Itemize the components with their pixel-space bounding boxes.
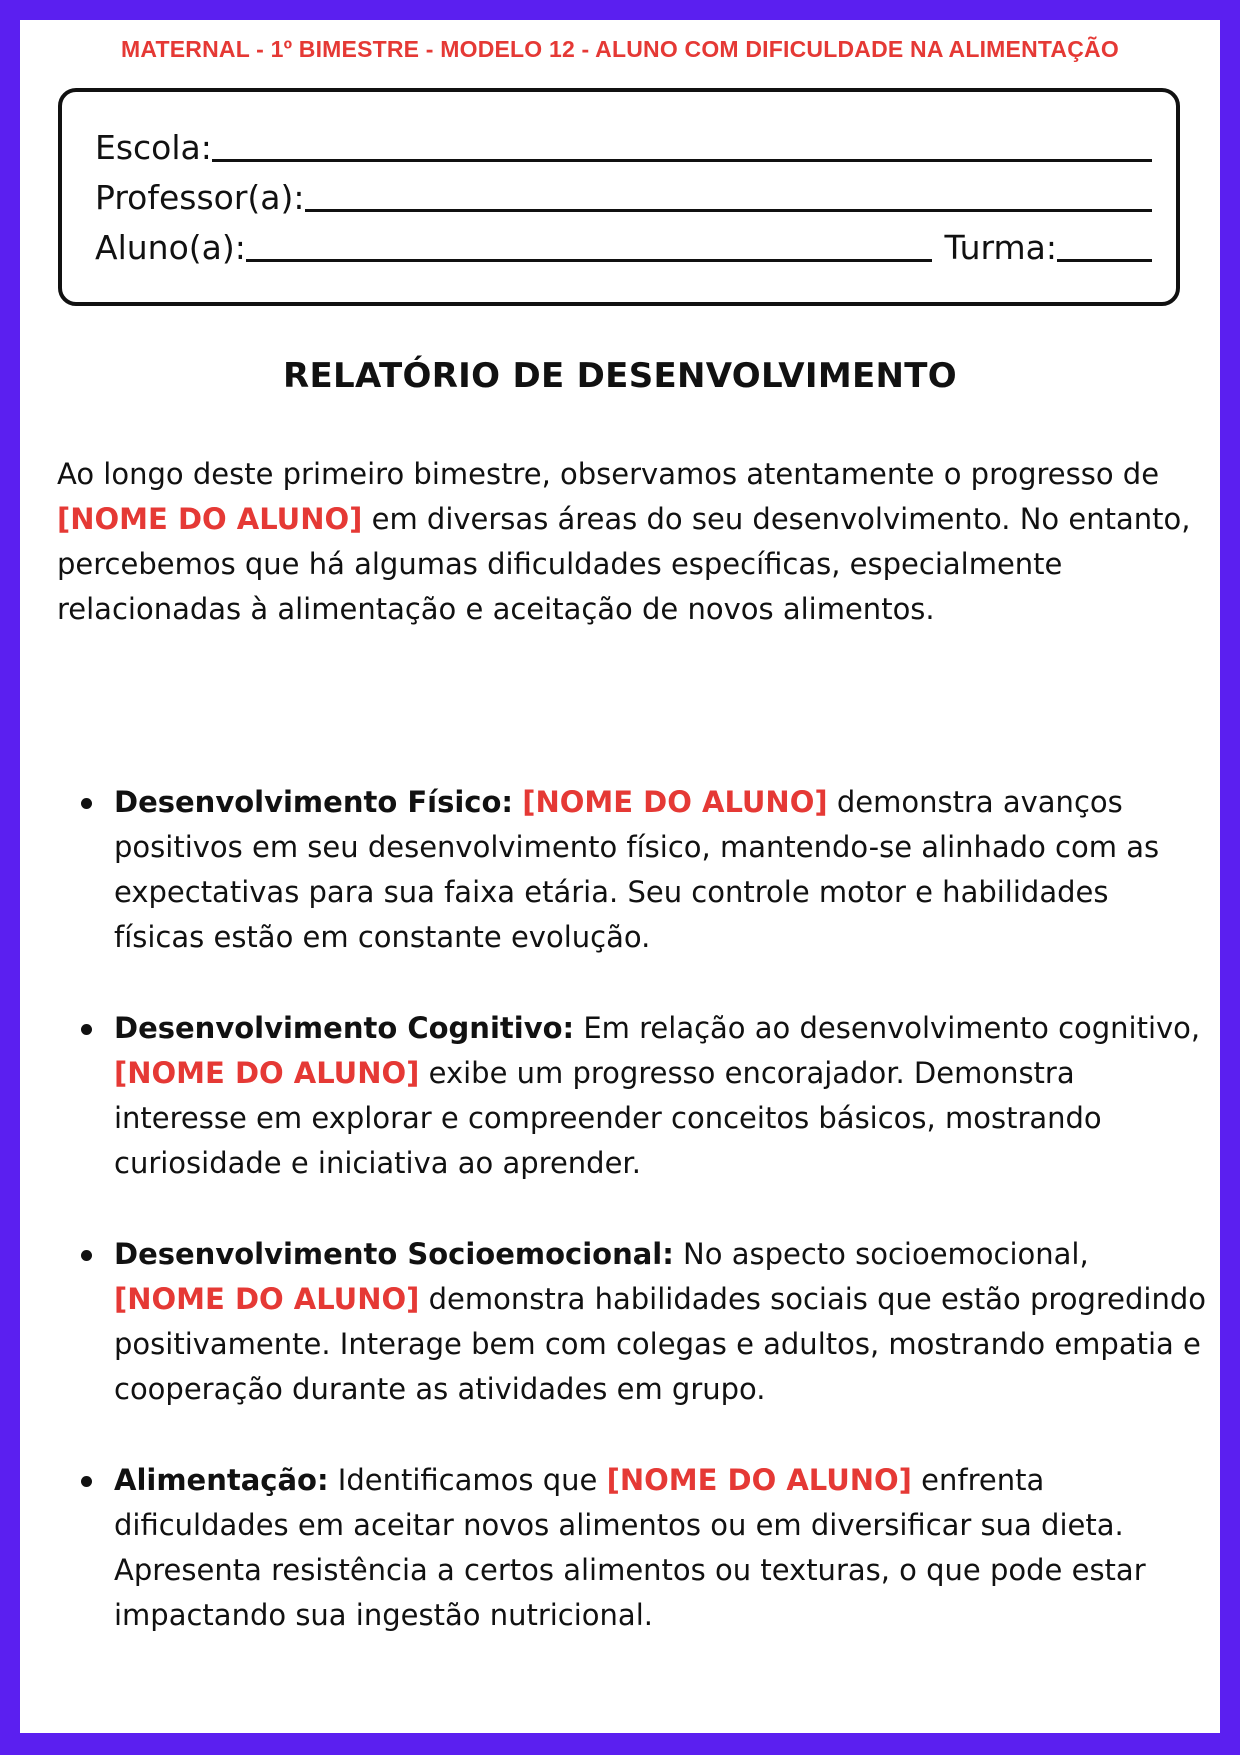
section-text-start	[513, 785, 522, 819]
section-text-end: enfrenta dificuldades em aceitar novos alimentos ou em diversificar sua dieta. Apresenta resistência a certos alimentos ou texturas, o que pode estar impactando sua ingestão nutricional.	[114, 1463, 1146, 1632]
student-name-placeholder: [NOME DO ALUNO]	[57, 502, 363, 536]
student-name-placeholder: [NOME DO ALUNO]	[114, 1282, 420, 1316]
intro-paragraph	[57, 452, 1197, 632]
escola-label: Escola:	[95, 128, 212, 167]
report-title: RELATÓRIO DE DESENVOLVIMENTO	[283, 356, 957, 396]
escola-field	[95, 116, 1152, 167]
document-top-label: MATERNAL - 1º BIMESTRE - MODELO 12 - ALUNO COM DIFICULDADE NA ALIMENTAÇÃO	[121, 36, 1119, 62]
document-page	[20, 20, 1220, 1733]
student-name-placeholder: [NOME DO ALUNO]	[114, 1056, 420, 1090]
intro-text-end: em diversas áreas do seu desenvolvimento. No entanto, percebemos que há algumas dificuldades específicas, especialmente relacionadas à alimentação e aceitação de novos alimentos.	[57, 502, 1191, 626]
section-heading: Desenvolvimento Cognitivo:	[114, 1011, 575, 1045]
list-item-socioemocional	[57, 1232, 1207, 1412]
section-heading: Desenvolvimento Socioemocional:	[114, 1237, 674, 1271]
section-text-start: Identificamos que	[328, 1463, 607, 1497]
intro-text-start: Ao longo deste primeiro bimestre, observamos atentamente o progresso de	[57, 457, 1160, 491]
aluno-blank-line	[246, 258, 933, 262]
section-text-start: Em relação ao desenvolvimento cognitivo,	[574, 1011, 1201, 1045]
section-text-end: demonstra avanços positivos em seu desenvolvimento físico, mantendo-se alinhado com as expectativas para sua faixa etária. Seu controle motor e habilidades físicas estão em constante evolução.	[114, 785, 1160, 954]
bullet-icon	[81, 1024, 92, 1035]
student-name-placeholder: [NOME DO ALUNO]	[522, 785, 828, 819]
student-info-box	[58, 88, 1180, 306]
professor-blank-line	[305, 208, 1152, 212]
section-heading: Desenvolvimento Físico:	[114, 785, 514, 819]
aluno-turma-field	[95, 216, 1152, 267]
bullet-icon	[81, 1250, 92, 1261]
section-text-start: No aspecto socioemocional,	[673, 1237, 1089, 1271]
professor-field	[95, 166, 1152, 217]
professor-label: Professor(a):	[95, 178, 305, 217]
aluno-label: Aluno(a):	[95, 228, 246, 267]
list-item-cognitivo	[57, 1006, 1207, 1186]
bullet-icon	[81, 798, 92, 809]
section-text-end: exibe um progresso encorajador. Demonstra interesse em explorar e compreender conceitos básicos, mostrando curiosidade e iniciativa ao aprender.	[114, 1056, 1102, 1180]
student-name-placeholder: [NOME DO ALUNO]	[606, 1463, 912, 1497]
section-text-end: demonstra habilidades sociais que estão progredindo positivamente. Interage bem com colegas e adultos, mostrando empatia e cooperação durante as atividades em grupo.	[114, 1282, 1206, 1406]
list-item-alimentacao	[57, 1458, 1207, 1638]
bullet-icon	[81, 1476, 92, 1487]
section-heading: Alimentação:	[114, 1463, 329, 1497]
list-item-fisico	[57, 780, 1207, 960]
turma-label: Turma:	[944, 228, 1057, 267]
turma-blank-line	[1057, 258, 1152, 262]
escola-blank-line	[212, 158, 1152, 162]
development-list	[57, 780, 1207, 1684]
